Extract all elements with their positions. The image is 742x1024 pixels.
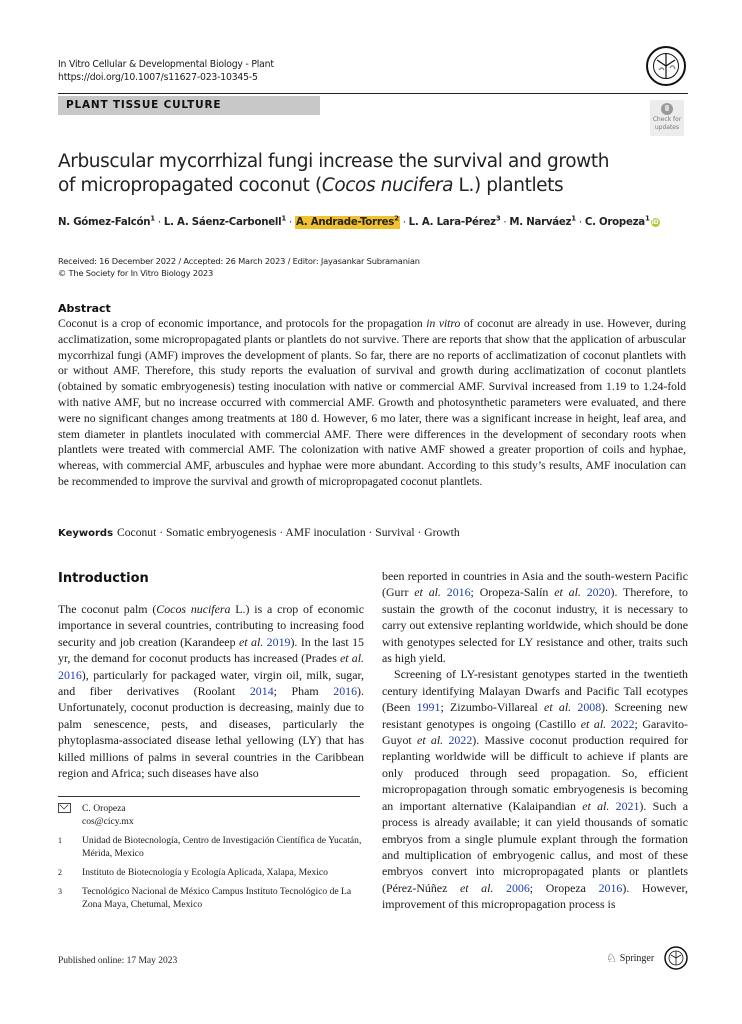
- published-online: Published online: 17 May 2023: [58, 956, 178, 966]
- affiliation-text: Tecnológico Nacional de México Campus Instituto Tecnológico de La Zona Maya, Chetumal, Mexico: [82, 886, 352, 910]
- author-separator: ·: [500, 217, 510, 229]
- affiliation-item: [58, 885, 364, 911]
- article-dates: [58, 255, 420, 279]
- journal-name: In Vitro Cellular & Developmental Biology - Plant: [58, 59, 274, 70]
- author[interactable]: [295, 216, 400, 229]
- affiliation-number: 1: [58, 836, 62, 845]
- affiliation-text: Unidad de Biotecnología, Centro de Investigación Científica de Yucatán, Mérida, Mexico: [82, 835, 362, 859]
- citation-link[interactable]: 2014: [249, 684, 274, 699]
- article-title: [58, 150, 678, 198]
- affiliation-marker: 3: [495, 215, 501, 223]
- footnote-rule: [58, 796, 360, 797]
- check-updates-label-1: Check for: [652, 116, 682, 123]
- intro-right-column: [382, 568, 688, 913]
- text: ). However, improvement of this micropropagation process is: [382, 880, 688, 912]
- received-accepted-line: Received: 16 December 2022 / Accepted: 26 March 2023 / Editor: Jayasankar Subramanian: [58, 256, 420, 266]
- intro-paragraph-1-cont: [382, 568, 688, 666]
- title-text: L.) plantlets: [453, 175, 564, 196]
- author[interactable]: [58, 217, 155, 228]
- society-seal-small-icon: [664, 946, 688, 970]
- springer-horse-icon: ♘: [606, 951, 617, 965]
- affiliation-marker: 1: [571, 215, 576, 223]
- author-separator: ·: [399, 217, 409, 229]
- copyright-line: © The Society for In Vitro Biology 2023: [58, 268, 214, 278]
- doi-link[interactable]: https://doi.org/10.1007/s11627-023-10345-5: [58, 72, 258, 83]
- citation-link[interactable]: 2016: [446, 585, 471, 600]
- et-al: et al.: [544, 700, 572, 715]
- intro-paragraph-1: [58, 601, 364, 781]
- citation-link[interactable]: 2022: [610, 716, 635, 731]
- species-name: Cocos nucifera: [156, 602, 231, 616]
- corresponding-name: C. Oropeza: [82, 803, 126, 814]
- title-line-2: [58, 174, 678, 198]
- corresponding-author: [58, 802, 364, 828]
- affiliation-item: [58, 866, 364, 879]
- text: ; Pham: [273, 684, 334, 699]
- check-for-updates-button[interactable]: [650, 100, 684, 136]
- abstract-text-part: Coconut is a crop of economic importance, and protocols for the propagation: [58, 317, 427, 330]
- mail-container: [58, 802, 82, 828]
- journal-header: [58, 58, 274, 84]
- citation-link[interactable]: 2019: [266, 634, 291, 649]
- society-seal-icon: [646, 46, 686, 86]
- intro-left-column: [58, 601, 364, 781]
- citation-link[interactable]: 2022: [448, 733, 473, 748]
- text: ). In the last 15 yr, the demand for coconut products has increased (Prades: [58, 634, 364, 666]
- author[interactable]: [509, 217, 575, 228]
- author-separator: ·: [154, 217, 164, 229]
- et-al: et al.: [417, 733, 444, 748]
- text: been reported in countries in Asia and the south-western Pacific (Gurr: [382, 569, 688, 600]
- section-label-band: [58, 96, 320, 115]
- affiliation-marker: 1: [644, 215, 650, 223]
- text: The coconut palm (: [58, 602, 157, 616]
- citation-link[interactable]: 2021: [615, 798, 640, 813]
- et-al: et al.: [238, 634, 264, 649]
- footnotes: [58, 802, 364, 917]
- author-name: M. Narváez: [509, 217, 572, 229]
- text: ). Unfortunately, coconut production is decreasing, mainly due to palm senescence, pests, and diseases, particularly the phytoplasma-associated disease lethal yellowing (LY) that has killed millions of palms in several countries in the Caribbean region and Africa; such diseases have also: [58, 684, 364, 781]
- envelope-icon: [58, 803, 71, 813]
- abstract-heading: Abstract: [58, 302, 111, 315]
- affiliation-number: 2: [58, 868, 62, 877]
- introduction-heading: Introduction: [58, 571, 149, 586]
- citation-link[interactable]: 2016: [598, 880, 623, 895]
- et-al: et al.: [414, 585, 441, 600]
- et-al: et al.: [459, 880, 494, 895]
- text: ; Oropeza: [529, 880, 599, 895]
- et-al: et al.: [340, 651, 364, 666]
- abstract-text-part: of coconut are already in use. However, during acclimatization, some micropropagated plants or plantlets do not survive. There are reports that show that the application of arbuscular mycorrhizal fungi (AMF) improves the development of plants. So far, there are no reports of acclimatization of coconut plantlets with or without AMF. Therefore, this study reports the evaluation of survival and growth during acclimatization of coconut plantlets (obtained by somatic embryogenesis) testing inoculation with native or commercial AMF. Survival increased from 1.19 to 1.24-fold with native AMF, but no increase occurred with commercial AMF. Growth and photosynthetic parameters were evaluated, and there were no significant changes among treatments at 180 d. However, 6 mo later, there was a significant increase in height, leaf area, and stem diameter in plantlets inoculated with commercial AMF. There were differences in the development of secondary roots when plantlets were treated with commercial AMF. The colonization with native AMF showed a greater proportion of coils and hyphae, whereas, with commercial AMF, arbuscules and hyphae were more abundant. According to this study’s results, AMF inoculation can be recommended to improve the survival and growth of micropropagated coconut plantlets.: [58, 317, 686, 488]
- affiliation-item: [58, 834, 364, 860]
- orcid-icon[interactable]: iD: [651, 219, 659, 227]
- author-name: L. A. Sáenz-Carbonell: [163, 217, 282, 229]
- affiliation-text: Instituto de Biotecnología y Ecología Aplicada, Xalapa, Mexico: [82, 867, 328, 878]
- corresponding-details: [82, 802, 134, 828]
- author-list: [58, 215, 698, 228]
- citation-link[interactable]: 2008: [577, 700, 602, 715]
- text: L.) is a crop of economic importance in several countries, contributing to increasing food security and job creation (Karandeep: [58, 602, 364, 649]
- citation-link[interactable]: 2020: [586, 585, 611, 600]
- affiliation-marker: 2: [394, 215, 399, 223]
- author[interactable]: [409, 217, 501, 228]
- affiliation-marker: 1: [150, 215, 155, 223]
- publisher-name: Springer: [619, 953, 655, 964]
- citation-link[interactable]: 2016: [333, 684, 358, 699]
- et-al: et al.: [582, 798, 610, 813]
- author-name: A. Andrade-Torres: [295, 217, 395, 229]
- citation-link[interactable]: 2006: [506, 880, 530, 895]
- section-label: PLANT TISSUE CULTURE: [66, 99, 222, 111]
- author-name: C. Oropeza: [584, 217, 645, 229]
- affiliation-list: [58, 834, 364, 911]
- text: ; Oropeza-Salín: [470, 585, 555, 600]
- intro-paragraph-2: [382, 666, 688, 912]
- text: Screening of LY-resistant genotypes started in the twentieth century identifying Malayan Dwarfs and Pacific Tall ecotypes (Been: [382, 667, 688, 715]
- affiliation-number: 3: [58, 887, 62, 896]
- keywords: [58, 526, 460, 539]
- text: ), particularly for packaged water, virgin oil, milk, sugar, and fiber derivatives (Roolant: [58, 667, 364, 699]
- text: ). Such a process is already available; it can yield thousands of somatic embryos from a single plumule explant through the formation and multiplication of embryogenic callus, and most of these embryos convert into micropropagated plants or plantlets (Pérez-Núñez: [382, 798, 689, 895]
- text: ). Therefore, to sustain the growth of the coconut industry, it is necessary to carry out extensive replanting worldwide, which should be done with genotypes selected for LY resistance and other, traits such as high yield.: [382, 585, 688, 666]
- text: ). Screening new resistant genotypes is ongoing (Castillo: [382, 700, 688, 731]
- title-line-1: Arbuscular mycorrhizal fungi increase the survival and growth: [58, 151, 610, 172]
- publisher-logo: [606, 951, 654, 966]
- text: ). Massive coconut production required for replanting worldwide will be difficult to achieve if plants are only produced through seed propagation. So, efficient micropropagation through somatic embryogenesis is becoming an important alternative (Kalaipandian: [382, 733, 688, 813]
- author-name: L. A. Lara-Pérez: [408, 217, 496, 229]
- header-rule: [58, 93, 688, 94]
- author-separator: ·: [575, 217, 585, 229]
- text: ; Zizumbo-Villareal: [440, 700, 545, 715]
- affiliation-marker: 1: [281, 215, 286, 223]
- author[interactable]: [585, 217, 650, 228]
- author-name: N. Gómez-Falcón: [58, 217, 151, 229]
- check-updates-label-2: updates: [654, 124, 680, 131]
- abstract-text: [58, 316, 686, 490]
- et-al: et al.: [554, 585, 581, 600]
- keywords-label: Keywords: [58, 528, 114, 539]
- bookmark-icon: [661, 103, 673, 115]
- text: ; Garavito-Guyot: [382, 716, 688, 748]
- author[interactable]: [164, 217, 286, 228]
- et-al: et al.: [580, 716, 607, 731]
- abstract-italic: in vitro: [426, 317, 461, 330]
- title-species: Cocos nucifera: [321, 175, 454, 196]
- keywords-list: Coconut · Somatic embryogenesis · AMF inoculation · Survival · Growth: [117, 526, 460, 539]
- corresponding-email[interactable]: cos@cicy.mx: [82, 816, 134, 827]
- author-separator: ·: [285, 217, 295, 229]
- citation-link[interactable]: 1991: [416, 700, 441, 715]
- title-text: of micropropagated coconut (: [58, 175, 322, 196]
- citation-link[interactable]: 2016: [58, 667, 82, 682]
